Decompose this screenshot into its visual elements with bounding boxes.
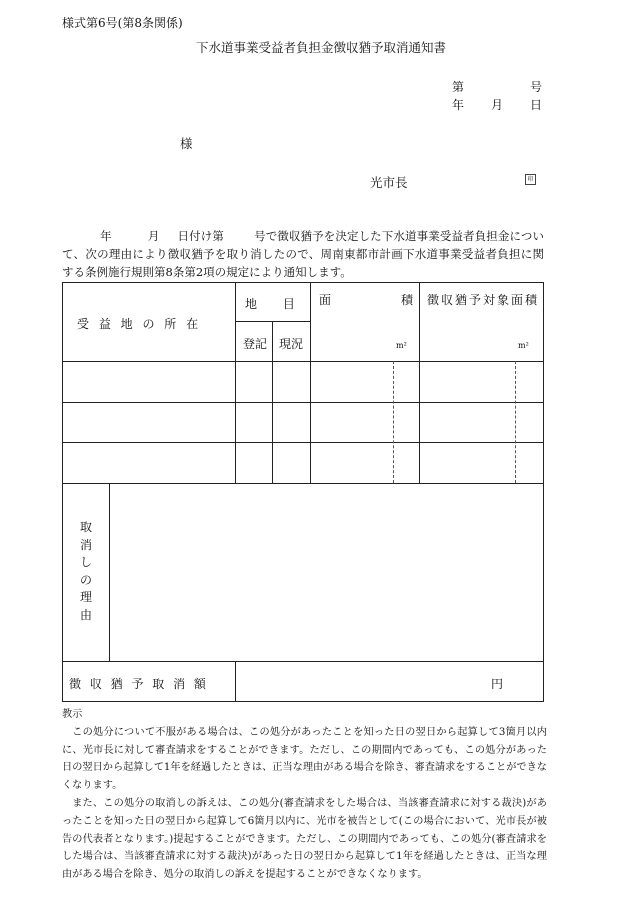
document-number [452,78,542,95]
area-header-left: 面 [319,293,332,307]
appeal-notice [62,706,547,884]
area-unit: m² [396,341,407,350]
area-header-right: 積 [401,293,414,307]
current-header: 現況 [279,337,304,351]
location-header: 受 益 地 の 所 在 [77,317,199,331]
deferred-area-unit: m² [518,341,529,350]
body-month: 月 [147,229,160,243]
issuer-name: 光市長 [370,175,408,190]
reason-label: 取 消 し の 理 由 [79,520,92,622]
recipient-honorific: 様 [180,136,193,151]
notes-paragraph-2: また、この処分の取消しの訴えは、この処分(審査請求をした場合は、当該審査請求に対する裁決)があったことを知った日の翌日から起算して6箇月以内に、光市を被告として(この場合において、光市長が被告の代表者となります。)提起することができます。ただし、この期間内であっても、この処分(審査請求をした場合は、当該審査請求に対する裁決)があった日の翌日から起算して1年を経過したときは、正当な理由がある場合を除き、処分の取消しの訴えを提起することができなくなります。 [62,797,547,881]
document-title: 下水道事業受益者負担金徴収猶予取消通知書 [196,40,447,55]
number-suffix: 号 [529,80,542,94]
date-year: 年 [452,98,465,112]
notes-paragraph-1: この処分について不服がある場合は、この処分があったことを知った日の翌日から起算して3箇月以内に、光市長に対して審査請求をすることができます。ただし、この期間内であっても、この処分があった日の翌日から起算して1年を経過したときは、正当な理由がある場合を除き、審査請求をすることができなくなります。 [62,726,547,792]
date-day: 日 [529,98,542,112]
body-year: 年 [100,229,112,243]
notice-body [62,227,544,281]
form-number: 様式第6号(第8条関係) [62,16,183,30]
cancel-amount-label: 徴 収 猶 予 取 消 額 [69,677,206,691]
document-date [452,96,542,113]
body-text: 号で徴収猶予を決定した下水道事業受益者負担金について、次の理由により徴収猶予を取り消したので、周南東都市計画下水道事業受益者負担に関する条例施行規則第8条第2項の規定により通知します。 [62,229,544,279]
date-month: 月 [490,98,503,112]
seal-mark: 印 [525,174,536,185]
body-day: 日付け第 [177,229,224,243]
deferral-table [62,282,544,702]
land-category-header: 地 目 [245,297,295,311]
registered-header: 登記 [243,337,268,351]
notes-label: 教示 [62,709,83,720]
deferred-area-header: 徴収猶予対象面積 [427,293,540,307]
yen-unit: 円 [491,677,504,691]
number-prefix: 第 [452,80,465,94]
